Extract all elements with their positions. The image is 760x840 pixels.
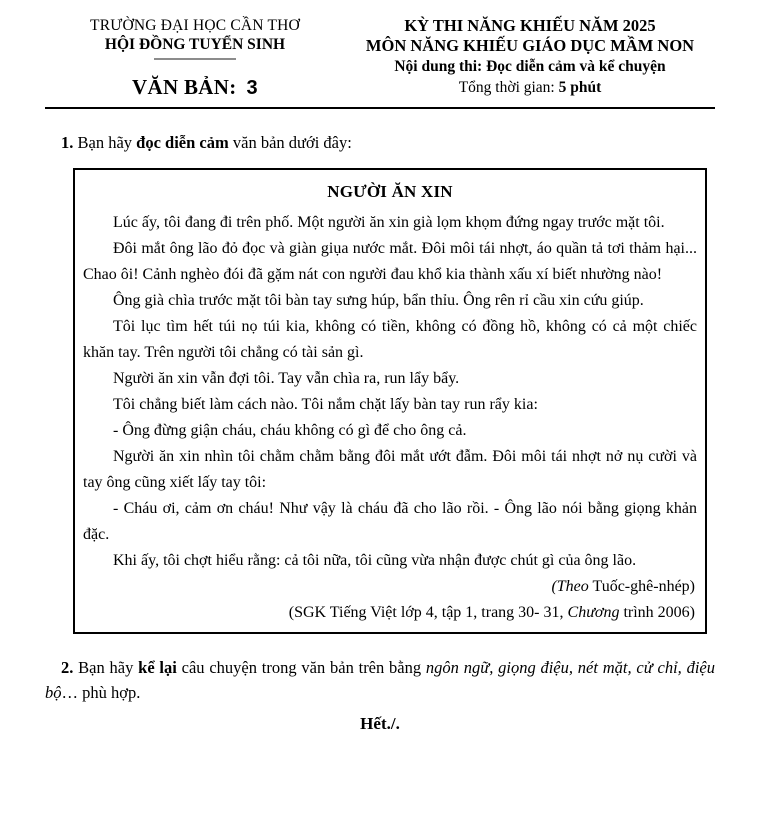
task-2-italic-list: ngôn ngữ, giọng điệu, nét mặt, cử chỉ, điệu bộ	[45, 658, 715, 702]
passage-paragraph: Ông già chìa trước mặt tôi bàn tay sưng húp, bẩn thỉu. Ông rên rỉ cầu xin cứu giúp.	[113, 292, 644, 309]
document-title	[45, 75, 345, 100]
task-2-number: 2.	[61, 658, 74, 677]
reading-passage-box	[73, 168, 707, 634]
task-1-instruction	[45, 130, 715, 155]
passage-paragraph: Khi ấy, tôi chợt hiểu rằng: cả tôi nữa, tôi cũng vừa nhận được chút gì của ông lão.	[113, 552, 637, 569]
task-2-text-mid: câu chuyện trong văn bản trên bằng	[176, 658, 426, 677]
passage-paragraph: Lúc ấy, tôi đang đi trên phố. Một người ăn xin già lọm khọm đứng ngay trước mặt tôi.	[113, 214, 665, 231]
passage-author-attribution	[83, 574, 697, 600]
exam-name: KỲ THI NĂNG KHIẾU NĂM 2025	[404, 16, 656, 35]
task-1-text-end: văn bản dưới đây:	[228, 133, 352, 152]
passage-paragraph: Người ăn xin vẫn đợi tôi. Tay vẫn chìa ra, run lẩy bẩy.	[113, 370, 460, 387]
attribution-theo: (Theo	[551, 578, 589, 595]
passage-paragraph: Người ăn xin nhìn tôi chằm chằm bằng đôi mắt ướt đẫm. Đôi môi tái nhợt nở nụ cười và tay ông cũng xiết lấy tay tôi:	[83, 448, 697, 491]
document-number: 3	[246, 77, 258, 99]
exam-subject: MÔN NĂNG KHIẾU GIÁO DỤC MẦM NON	[365, 36, 695, 55]
document-title-label: VĂN BẢN:	[132, 75, 237, 99]
exam-duration-label: Tổng thời gian:	[458, 79, 559, 96]
task-2-text-end: … phù hợp.	[61, 683, 141, 702]
exam-content: Nội dung thi: Đọc diễn cảm và kể chuyện	[394, 58, 666, 75]
task-2-emphasis: kể lại	[138, 658, 177, 677]
source-text-end: trình 2006)	[619, 604, 695, 621]
passage-paragraph: - Cháu ơi, cảm ơn cháu! Như vậy là cháu đã cho lão rồi. - Ông lão nói bằng giọng khản đặc.	[83, 500, 697, 543]
task-1-number: 1.	[61, 133, 74, 152]
task-1-text: Bạn hãy	[73, 133, 137, 152]
exam-duration	[345, 77, 715, 98]
university-name: TRƯỜNG ĐẠI HỌC CẦN THƠ	[90, 17, 300, 34]
attribution-author: Tuốc-ghê-nhép)	[588, 578, 695, 595]
task-2-text: Bạn hãy	[73, 658, 139, 677]
source-text: (SGK Tiếng Việt lớp 4, tập 1, trang 30- 31,	[288, 604, 568, 621]
header-right-exam-info	[345, 16, 715, 100]
passage-paragraph: Tôi lục tìm hết túi nọ túi kia, không có tiền, không có đồng hồ, không có cả một chiếc khăn tay. Trên người tôi chẳng có tài sản gì.	[83, 318, 697, 361]
passage-paragraph: - Ông đừng giận cháu, cháu không có gì để cho ông cả.	[113, 422, 467, 439]
end-of-exam-mark: Hết./.	[360, 714, 400, 733]
task-2-instruction	[45, 655, 715, 705]
passage-title: NGƯỜI ĂN XIN	[327, 182, 453, 201]
passage-source-attribution	[83, 600, 697, 626]
passage-paragraph: Tôi chẳng biết làm cách nào. Tôi nắm chặt lấy bàn tay run rẩy kia:	[113, 396, 538, 413]
header-divider	[45, 107, 715, 109]
passage-paragraph: Đôi mắt ông lão đỏ đọc và giàn giụa nước mắt. Đôi môi tái nhợt, áo quần tả tơi thảm hại... Chao ôi! Cảnh nghèo đói đã gặm nát con người đau khổ kia thành xấu xí biết nhường nào!	[83, 240, 697, 283]
header-underline	[154, 58, 236, 60]
header-left-organization	[45, 16, 345, 100]
source-italic: Chương	[567, 604, 620, 621]
header	[45, 16, 715, 100]
exam-duration-value: 5 phút	[558, 79, 602, 96]
task-1-emphasis: đọc diễn cảm	[136, 133, 229, 152]
admission-council-name: HỘI ĐỒNG TUYỂN SINH	[104, 36, 286, 53]
